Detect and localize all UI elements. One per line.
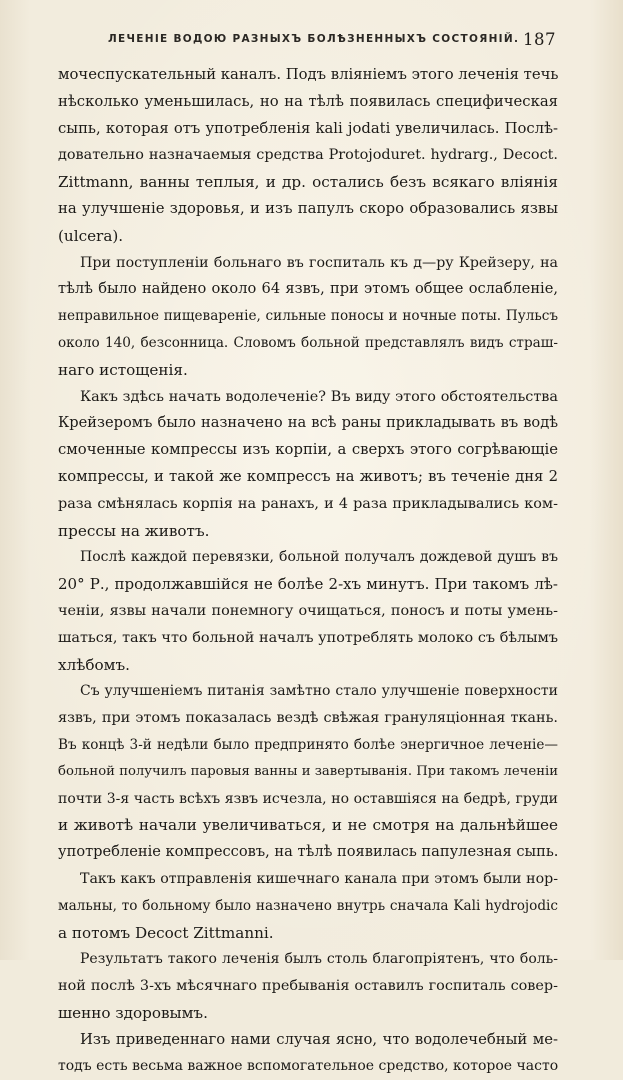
text-line: больной получилъ паровыя ванны и завертыванія. При такомъ леченіи (58, 763, 558, 779)
text-line: При поступленіи больнаго въ госпиталь къ д—ру Крейзеру, на (80, 254, 558, 271)
text-line: 20° Р., продолжавшійся не болѣе 2-хъ минутъ. При такомъ лѣ- (58, 575, 558, 594)
page-number: 187 (523, 30, 556, 49)
text-line: тѣлѣ было найдено около 64 язвъ, при этомъ общее ослабленіе, (58, 280, 558, 298)
text-line: Такъ какъ отправленія кишечнаго канала при этомъ были нор- (80, 870, 558, 887)
running-title: ЛЕЧЕНІЕ ВОДОЮ РАЗНЫХЪ БОЛѢЗНЕННЫХЪ СОСТОЯНІЙ. (108, 33, 520, 45)
text-line: неправильное пищевареніе, сильные поносы и ночные поты. Пульсъ (58, 308, 558, 325)
text-line: тодъ есть весьма важное вспомогательное средство, которое часто (58, 1058, 558, 1075)
body-text (58, 62, 558, 1080)
text-line: довательно назначаемыя средства Protojoduret. hydrarg., Decoct. (58, 147, 558, 164)
text-line: наго истощенія. (58, 360, 188, 379)
text-line: Результатъ такого леченія былъ столь благопріятенъ, что боль- (80, 951, 558, 968)
text-line: компрессы, и такой же компрессъ на животъ; въ теченіе дня 2 (58, 467, 558, 485)
text-line: почти 3-я часть всѣхъ язвъ исчезла, но оставшіяся на бедрѣ, груди (58, 790, 558, 807)
text-line: Въ концѣ 3-й недѣли было предпринято болѣе энергичное леченіе— (58, 736, 558, 753)
text-line: (ulcera). (58, 226, 124, 245)
text-line: прессы на животъ. (58, 521, 210, 540)
text-line: Крейзеромъ было назначено на всѣ раны прикладывать въ водѣ (58, 414, 558, 432)
text-line: Изъ приведеннаго нами случая ясно, что водолечебный ме- (80, 1030, 558, 1048)
text-line: мочеспускательный каналъ. Подъ вліяніемъ этого леченія течь (58, 66, 558, 83)
text-line: язвъ, при этомъ показалась вездѣ свѣжая грануляціонная ткань. (58, 710, 558, 727)
text-line: хлѣбомъ. (58, 655, 130, 674)
text-line: мальны, то больному было назначено внутрь сначала Kali hydrojodic (58, 897, 558, 914)
text-line: употребленіе компрессовъ, на тѣлѣ появилась папулезная сыпь. (58, 843, 558, 861)
text-line: шенно здоровымъ. (58, 1003, 208, 1022)
text-line: сыпь, которая отъ употребленія kali jodati увеличилась. Послѣ- (58, 119, 558, 137)
text-line: Съ улучшеніемъ питанія замѣтно стало улучшеніе поверхности (80, 683, 558, 700)
text-line: ченіи, язвы начали понемногу очищаться, поносъ и поты умень- (58, 602, 558, 619)
text-line: около 140, безсонница. Словомъ больной представлялъ видъ страш- (58, 334, 558, 351)
text-line: ной послѣ 3-хъ мѣсячнаго пребыванія оставилъ госпиталь совер- (58, 978, 558, 995)
running-head (108, 30, 578, 52)
text-line: Какъ здѣсь начать водолеченіе? Въ виду этого обстоятельства (80, 388, 558, 405)
text-line: нѣсколько уменьшилась, но на тѣлѣ появилась специфическая (58, 92, 558, 110)
text-line: смоченные компрессы изъ корпіи, а сверхъ этого согрѣвающіе (58, 441, 558, 459)
text-line: на улучшеніе здоровья, и изъ папулъ скоро образовались язвы (58, 199, 558, 217)
text-line: шаться, такъ что больной началъ употреблять молоко съ бѣлымъ (58, 629, 558, 646)
text-line: раза смѣнялась корпія на ранахъ, и 4 раза прикладывались ком- (58, 495, 558, 512)
text-line: а потомъ Decoct Zittmanni. (58, 923, 274, 942)
text-line: Zittmann, ванны теплыя, и др. остались безъ всякаго вліянія (58, 173, 558, 192)
text-line: и животѣ начали увеличиваться, и не смотря на дальнѣйшее (58, 816, 558, 835)
text-line: Послѣ каждой перевязки, больной получалъ дождевой душъ въ (80, 549, 558, 566)
